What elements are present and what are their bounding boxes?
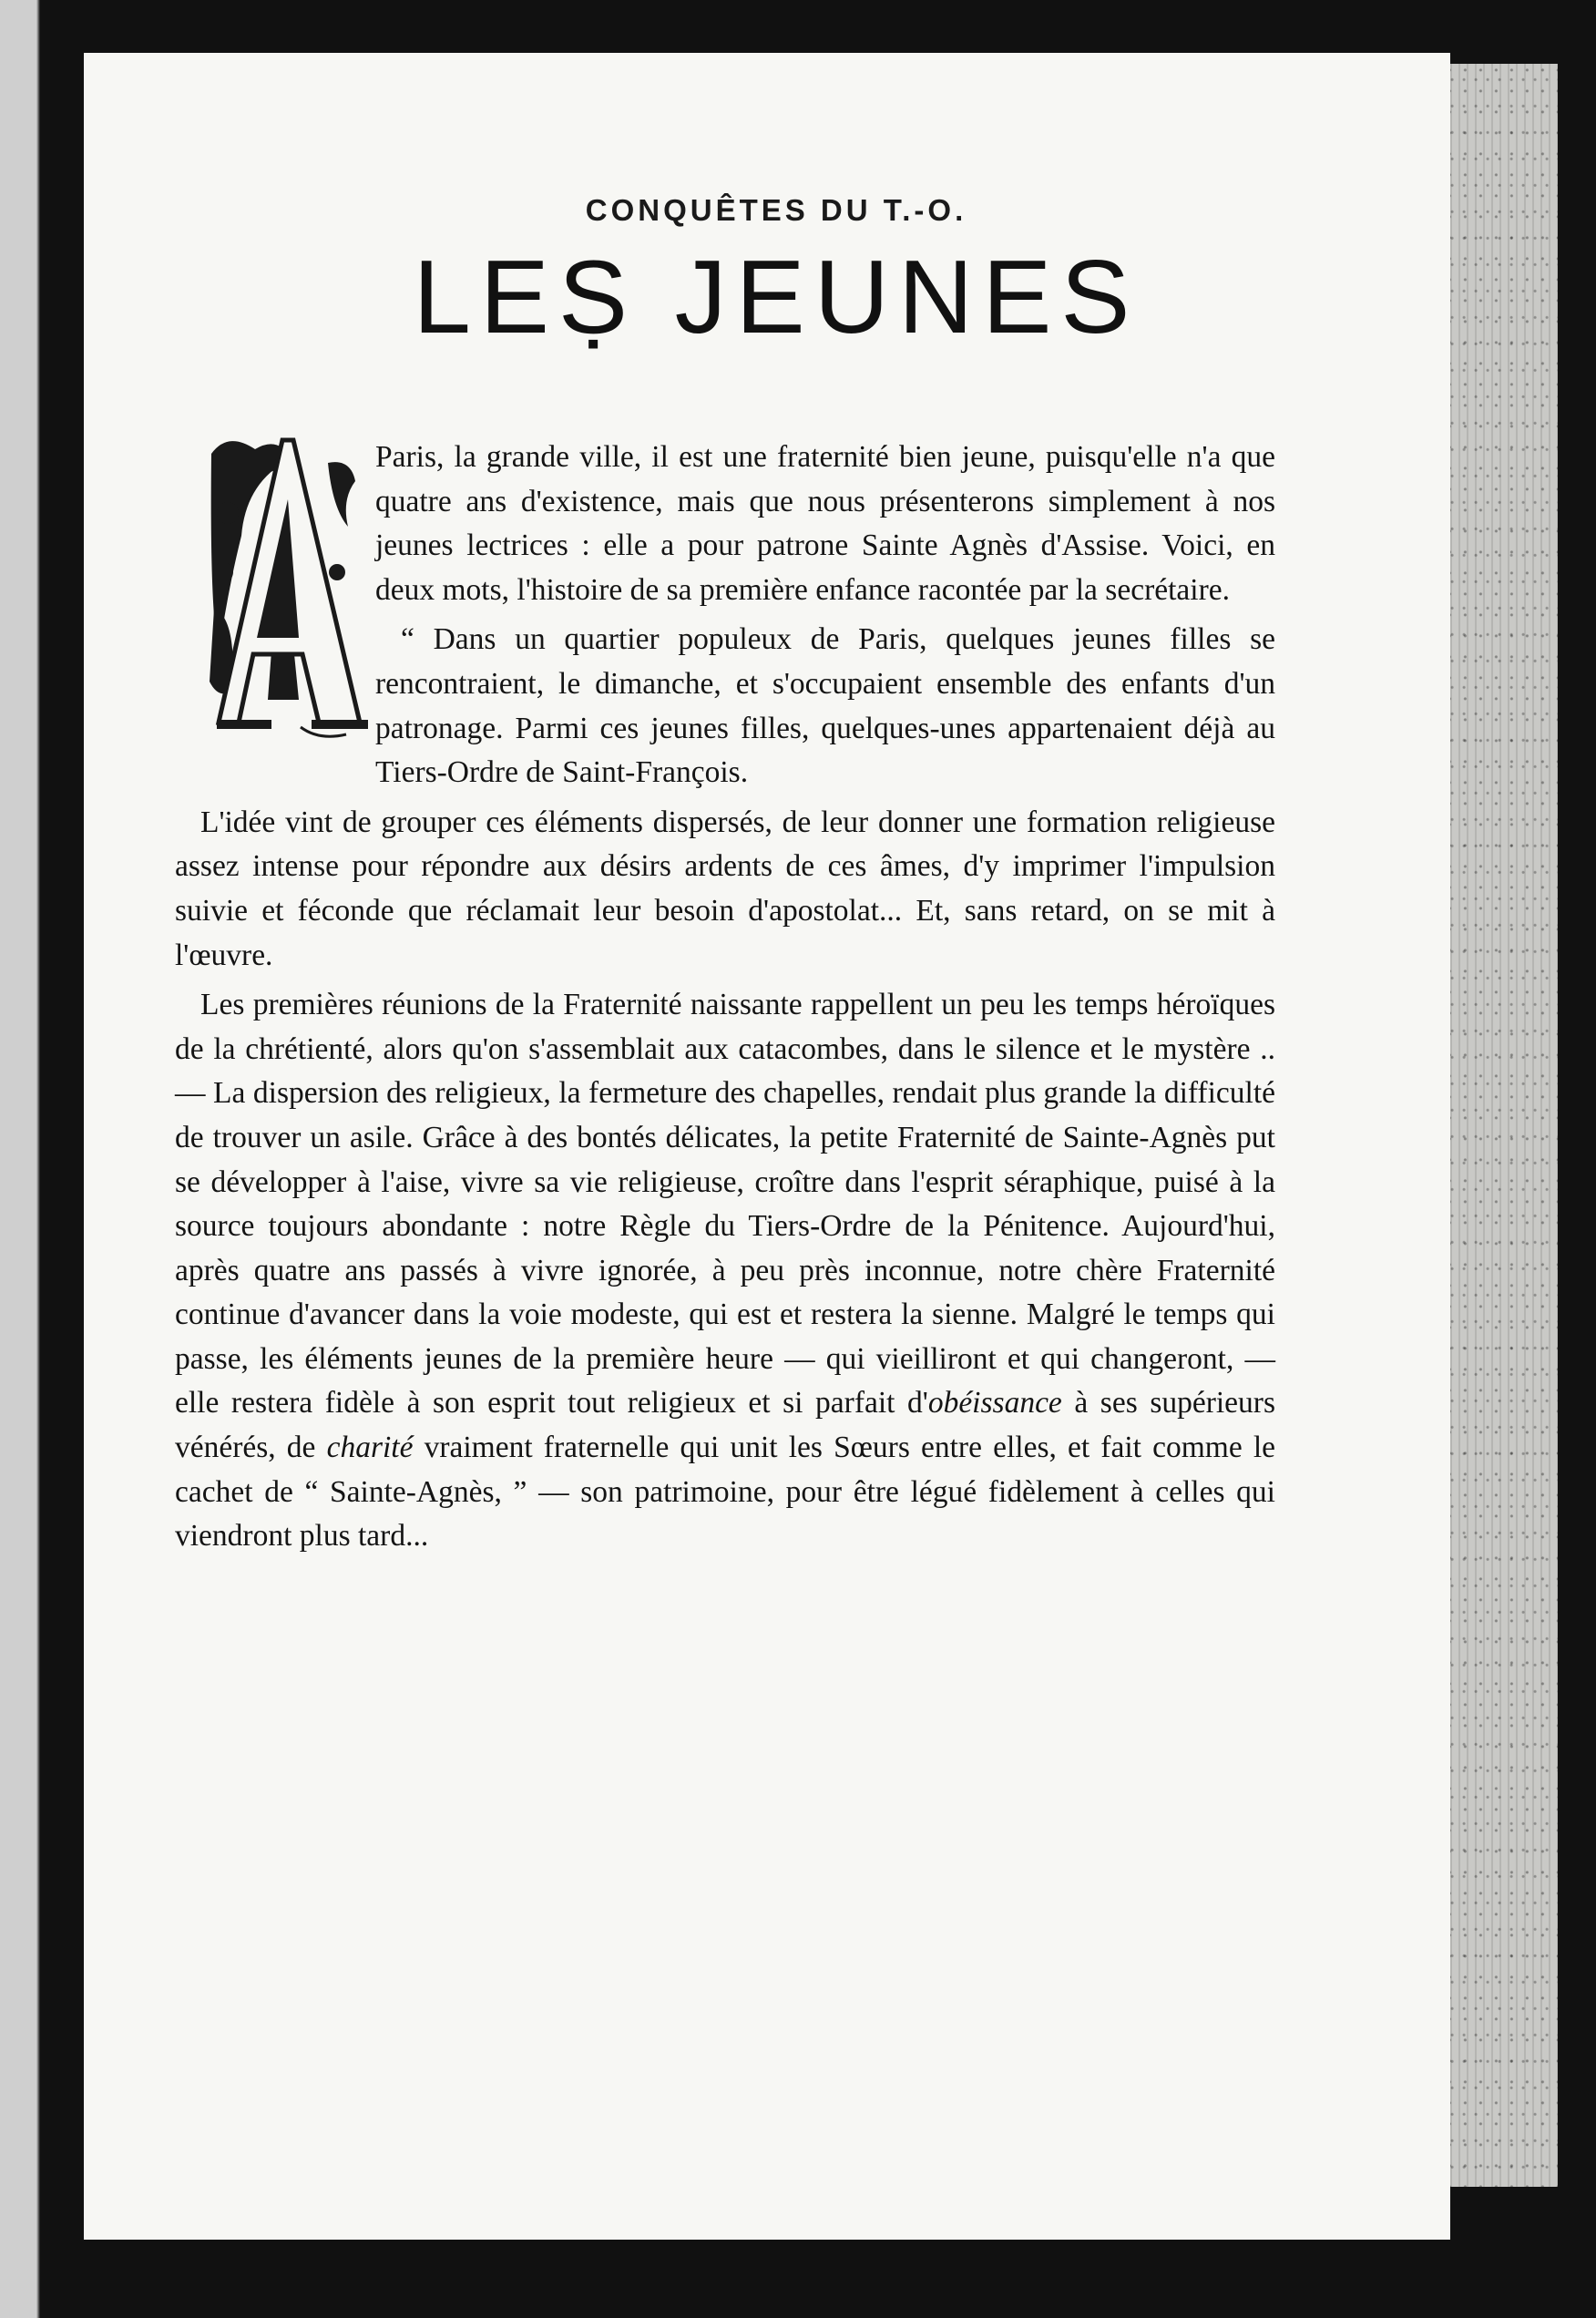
paragraph-2: “ Dans un quartier populeux de Paris, quelques jeunes filles se rencontraient, le dimanche, et s'occupaient ensemble des enfants d'un patronage. Parmi ces jeunes filles, quelques-unes appartenaient déjà au Tiers-Ordre de Saint-François. xyxy=(375,622,1275,790)
dropcap-space xyxy=(175,436,375,793)
page-content xyxy=(84,53,1468,2240)
adjacent-page-edge xyxy=(0,0,64,2318)
page xyxy=(84,53,1450,2240)
emphasis-charite: charité xyxy=(326,1431,414,1465)
paragraph-4-part-c: vraiment fraternelle qui unit les Sœurs entre elles, et fait comme le cachet de “ Sainte-Agnès, ” — son patrimoine, pour être légué fidèlement à celles qui viendront plus tard... xyxy=(175,1431,1275,1554)
section-kicker: CONQUÊTES DU T.-O. xyxy=(585,193,967,227)
emphasis-obeissance: obéissance xyxy=(927,1386,1062,1421)
article-body xyxy=(175,436,1275,1559)
page-title: LEṢ JEUNES xyxy=(413,240,1140,355)
paragraph-4 xyxy=(175,983,1275,1559)
paragraph-3: L'idée vint de grouper ces éléments dispersés, de leur donner une formation religieuse assez intense pour répondre aux désirs ardents de ces âmes, d'y imprimer l'impulsion suivie et féconde que réclamait leur besoin d'apostolat... Et, sans retard, on se mit à l'œuvre. xyxy=(175,805,1275,972)
paragraph-1: Paris, la grande ville, il est une fraternité bien jeune, puisqu'elle n'a que quatre ans d'existence, mais que nous présenterons simplement à nos jeunes lectrices : elle a pour patrone Sainte Agnès d'Assise. Voici, en deux mots, l'histoire de sa première enfance racontée par la secrétaire. xyxy=(375,440,1275,607)
paragraph-4-part-b: à ses supérieurs vénérés, de xyxy=(175,1386,1275,1465)
book-shadow xyxy=(1558,55,1596,2205)
paragraph-4-part-a: Les premières réunions de la Fraternité naissante rappellent un peu les temps héroïques de la chrétienté, alors qu'on s'assemblait aux catacombes, dans le silence et le mystère .. — La dispersion des religieux, la fermeture des chapelles, rendait plus grande la difficulté de trouver un asile. Grâce à des bontés délicates, la petite Fraternité de Sainte-Agnès put se développer à l'aise, vivre sa vie religieuse, croître dans l'esprit séraphique, puisé à la source toujours abondante : notre Règle du Tiers-Ordre de la Pénitence. Aujourd'hui, après quatre ans passés à vivre ignorée, à peu près inconnue, notre chère Fraternité continue d'avancer dans la voie modeste, qui est et restera la sienne. Malgré le temps qui passe, les éléments jeunes de la première heure — qui vieilliront et qui changeront, — elle restera fidèle à son esprit tout religieux et si parfait d' xyxy=(175,988,1275,1421)
